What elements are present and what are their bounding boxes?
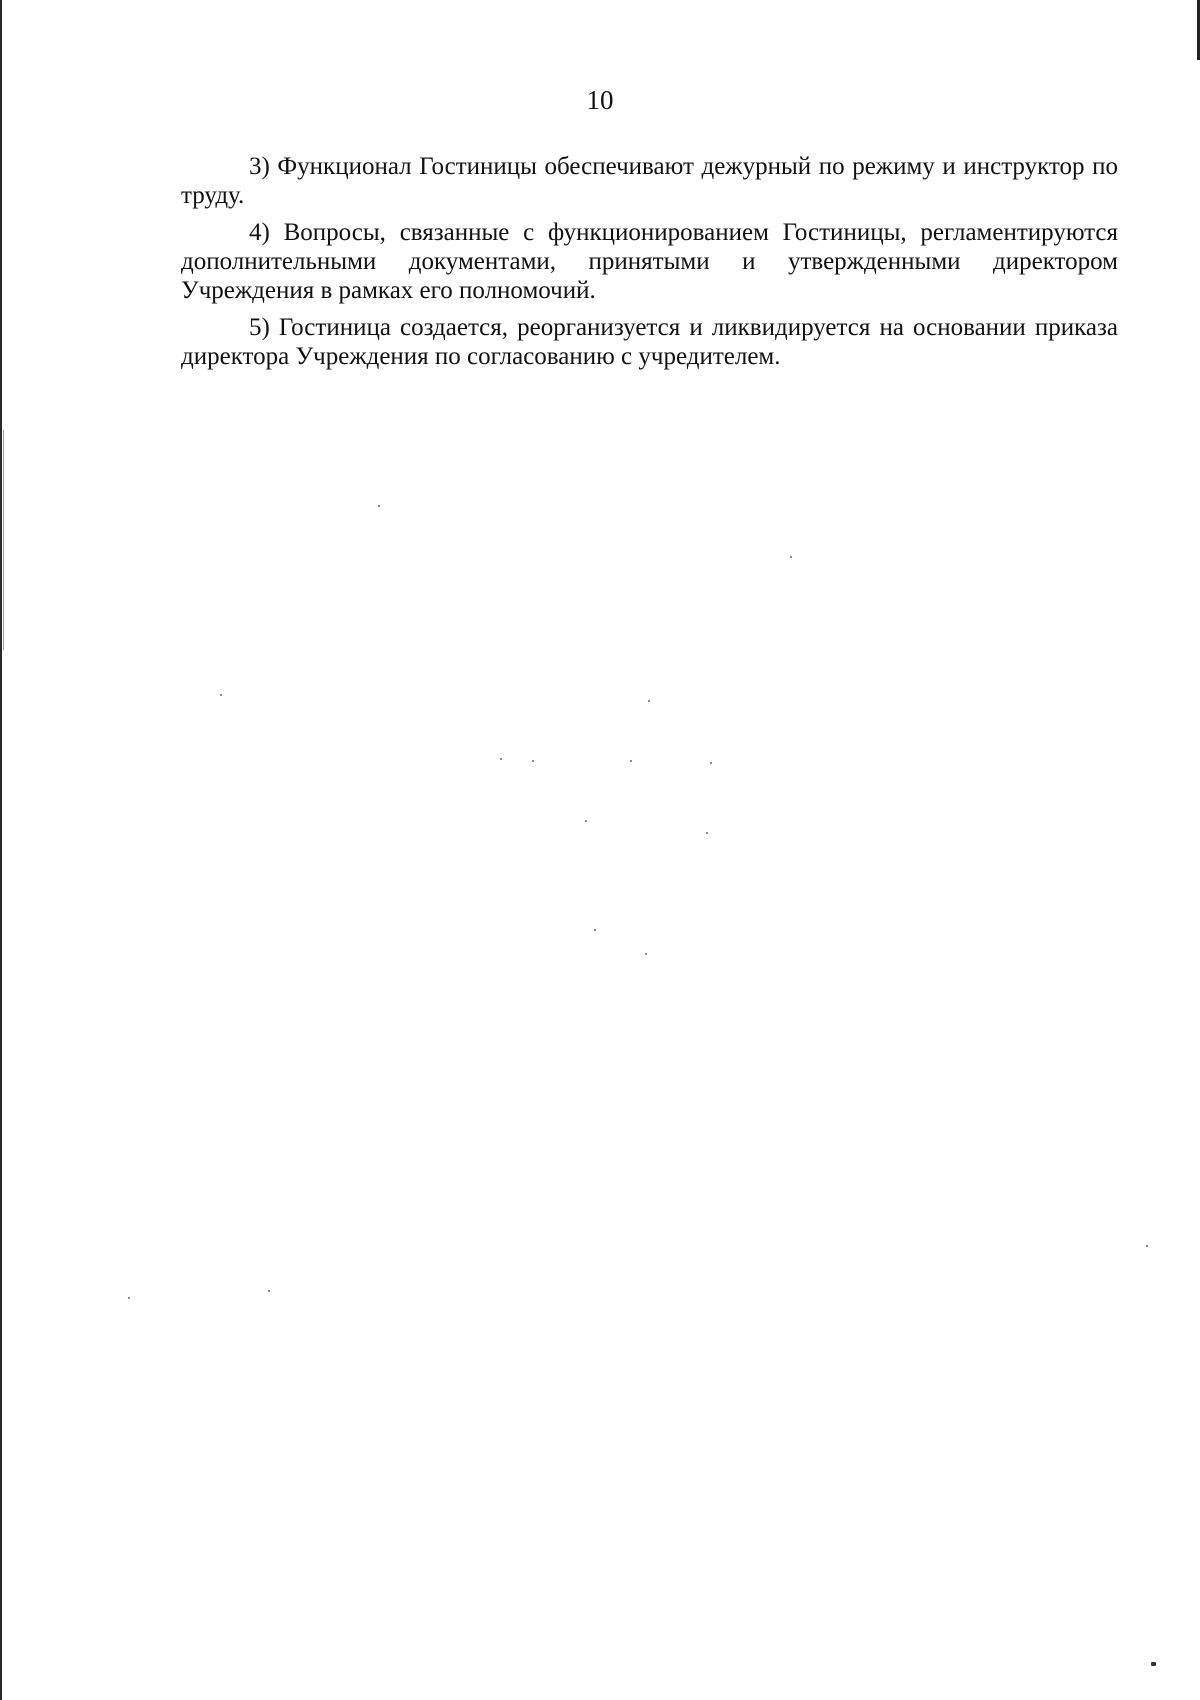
scan-speck xyxy=(1146,1245,1148,1247)
scan-speck xyxy=(532,760,534,762)
scan-edge-left xyxy=(0,0,2,1700)
scan-speck xyxy=(710,762,712,764)
page-number: 10 xyxy=(586,85,614,115)
scan-speck xyxy=(594,929,596,931)
paragraph-3: 3) Функционал Гостиницы обеспечивают дежурный по режиму и инструктор по труду. xyxy=(181,153,1118,209)
document-body xyxy=(181,152,1118,379)
scan-speck xyxy=(268,1290,270,1292)
scan-speck xyxy=(500,758,502,760)
scan-corner-mark xyxy=(1151,1662,1156,1666)
scan-speck xyxy=(220,694,222,696)
scan-speck xyxy=(790,556,792,558)
scan-speck xyxy=(378,505,380,507)
scan-speck xyxy=(645,953,647,955)
scan-edge-left-inner xyxy=(3,430,4,650)
scan-speck xyxy=(630,760,632,762)
paragraph-4: 4) Вопросы, связанные с функционированием Гостиницы, регламентируются дополнительными документами, принятыми и утвержденными директором Учреждения в рамках его полномочий. xyxy=(181,219,1118,304)
scan-speck xyxy=(585,820,587,822)
scan-speck xyxy=(128,1297,130,1299)
paragraph-5: 5) Гостиница создается, реорганизуется и ликвидируется на основании приказа директора Учреждения по согласованию с учредителем. xyxy=(181,314,1118,370)
scan-speck xyxy=(706,832,708,834)
scan-speck xyxy=(648,700,650,702)
